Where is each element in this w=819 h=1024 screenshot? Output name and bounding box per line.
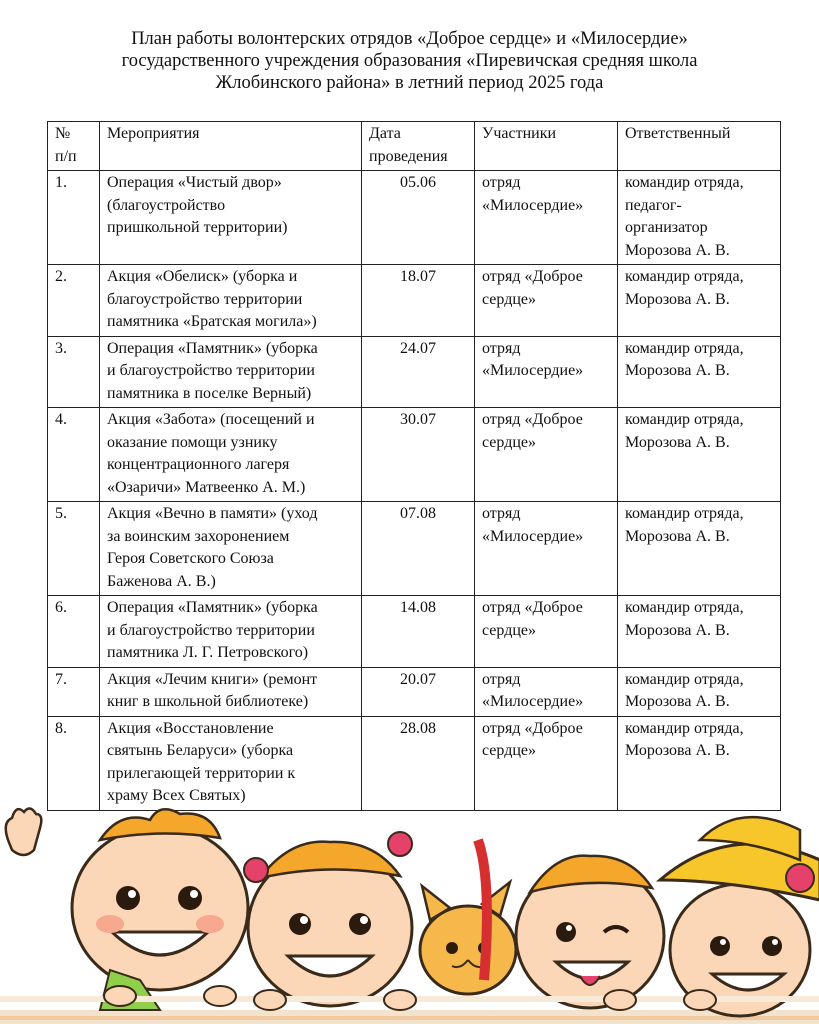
cell-event-line: пришкольной территории) bbox=[107, 219, 288, 236]
cell-event-line: (благоустройство bbox=[107, 196, 226, 214]
children-illustration bbox=[0, 800, 819, 1024]
cell-event-line: и благоустройство территории bbox=[107, 362, 315, 379]
cell-event-line: благоустройство территории bbox=[107, 290, 303, 308]
cell-num: 6. bbox=[48, 596, 100, 668]
cell-date: 18.07 bbox=[362, 265, 475, 337]
cell-event-line: Операция «Памятник» (уборка bbox=[107, 339, 318, 357]
header-num-line: п/п bbox=[55, 147, 77, 165]
cell-event-line: святынь Беларуси» (уборка bbox=[107, 742, 294, 759]
cell-event bbox=[100, 716, 362, 810]
cell-participants bbox=[475, 408, 618, 502]
cell-participants-line: отряд bbox=[482, 339, 521, 357]
cell-event-line: Акция «Обелиск» (уборка и bbox=[107, 268, 298, 285]
header-participants: Участники bbox=[475, 122, 618, 171]
cell-participants bbox=[475, 171, 618, 265]
cell-event-line: за воинским захоронением bbox=[107, 527, 290, 545]
cell-num: 8. bbox=[48, 716, 100, 810]
cell-date: 05.06 bbox=[362, 171, 475, 265]
table-header-row bbox=[48, 122, 781, 171]
cell-responsible-line: Морозова А. В. bbox=[625, 527, 730, 545]
cell-event-line: Акция «Забота» (посещений и bbox=[107, 411, 315, 428]
table-row bbox=[48, 716, 781, 810]
cell-date: 28.08 bbox=[362, 716, 475, 810]
cell-event-line: и благоустройство территории bbox=[107, 621, 315, 639]
cell-num: 4. bbox=[48, 408, 100, 502]
cell-event-line: Героя Советского Союза bbox=[107, 550, 274, 567]
table-row bbox=[48, 667, 781, 716]
cell-event bbox=[100, 171, 362, 265]
cell-responsible-line: Морозова А. В. bbox=[625, 362, 730, 379]
cell-responsible-line: командир отряда, bbox=[625, 719, 744, 737]
header-num bbox=[48, 122, 100, 171]
cell-participants bbox=[475, 336, 618, 408]
cell-event-line: прилегающей территории к bbox=[107, 764, 296, 782]
cell-event-line: памятника в поселке Верный) bbox=[107, 384, 312, 402]
cell-date: 24.07 bbox=[362, 336, 475, 408]
cell-responsible bbox=[618, 716, 781, 810]
cell-event-line: Акция «Вечно в памяти» (уход bbox=[107, 505, 318, 522]
header-responsible: Ответственный bbox=[618, 122, 781, 171]
cell-participants bbox=[475, 667, 618, 716]
cell-participants bbox=[475, 265, 618, 337]
cell-event-line: Акция «Лечим книги» (ремонт bbox=[107, 670, 318, 688]
cell-participants-line: сердце» bbox=[482, 742, 536, 759]
cell-num: 7. bbox=[48, 667, 100, 716]
document-title bbox=[60, 28, 759, 94]
cell-num: 1. bbox=[48, 171, 100, 265]
cell-participants-line: «Милосердие» bbox=[482, 693, 584, 710]
child-boy-face-icon bbox=[72, 809, 248, 1010]
cell-event-line: Акция «Восстановление bbox=[107, 719, 274, 737]
table-row bbox=[48, 502, 781, 596]
cell-participants bbox=[475, 596, 618, 668]
cell-event-line: концентрационного лагеря bbox=[107, 456, 290, 473]
cell-participants-line: сердце» bbox=[482, 621, 536, 639]
cell-participants-line: отряд «Доброе bbox=[482, 719, 583, 737]
table-row bbox=[48, 596, 781, 668]
cell-participants-line: сердце» bbox=[482, 433, 536, 451]
cell-responsible-line: педагог- bbox=[625, 196, 682, 214]
cell-participants-line: отряд bbox=[482, 670, 521, 688]
cell-event bbox=[100, 502, 362, 596]
plan-table bbox=[47, 121, 781, 811]
cell-participants-line: отряд bbox=[482, 174, 521, 191]
cell-participants-line: «Милосердие» bbox=[482, 362, 584, 379]
cell-responsible bbox=[618, 596, 781, 668]
table-row bbox=[48, 336, 781, 408]
cell-event bbox=[100, 596, 362, 668]
cell-event bbox=[100, 265, 362, 337]
cell-responsible-line: Морозова А. В. bbox=[625, 433, 730, 451]
cell-num: 5. bbox=[48, 502, 100, 596]
cell-event bbox=[100, 336, 362, 408]
cell-responsible bbox=[618, 408, 781, 502]
cell-responsible bbox=[618, 667, 781, 716]
cell-num: 3. bbox=[48, 336, 100, 408]
header-date bbox=[362, 122, 475, 171]
table-row bbox=[48, 265, 781, 337]
cell-responsible-line: командир отряда, bbox=[625, 411, 744, 428]
cell-event-line: Баженова А. В.) bbox=[107, 572, 216, 590]
cell-participants-line: сердце» bbox=[482, 290, 536, 308]
cell-event bbox=[100, 667, 362, 716]
cell-participants bbox=[475, 716, 618, 810]
cell-responsible-line: командир отряда, bbox=[625, 268, 744, 285]
cell-event bbox=[100, 408, 362, 502]
cell-event-line: оказание помощи узнику bbox=[107, 433, 278, 451]
cell-event-line: памятника Л. Г. Петровского) bbox=[107, 644, 309, 661]
table-row bbox=[48, 171, 781, 265]
cell-responsible-line: командир отряда, bbox=[625, 505, 744, 522]
cell-responsible-line: Морозова А. В. bbox=[625, 621, 730, 639]
cell-date: 07.08 bbox=[362, 502, 475, 596]
child-winking-face-icon bbox=[516, 856, 664, 1008]
header-event: Мероприятия bbox=[100, 122, 362, 171]
cell-responsible-line: организатор bbox=[625, 219, 708, 236]
title-line: План работы волонтерских отрядов «Доброе сердце» и «Милосердие» bbox=[131, 29, 688, 49]
cell-responsible bbox=[618, 265, 781, 337]
cell-event-line: Операция «Памятник» (уборка bbox=[107, 599, 318, 616]
cell-responsible-line: Морозова А. В. bbox=[625, 742, 730, 759]
cell-participants-line: отряд «Доброе bbox=[482, 411, 583, 428]
cell-participants-line: отряд «Доброе bbox=[482, 268, 583, 285]
cell-responsible-line: командир отряда, bbox=[625, 599, 744, 616]
cell-date: 30.07 bbox=[362, 408, 475, 502]
child-with-hat-face-icon bbox=[660, 817, 819, 1016]
cell-participants-line: «Милосердие» bbox=[482, 527, 584, 545]
cell-event-line: памятника «Братская могила») bbox=[107, 313, 317, 330]
cell-event-line: храму Всех Святых) bbox=[107, 787, 246, 804]
header-date-line: Дата bbox=[369, 125, 401, 142]
cell-participants-line: отряд bbox=[482, 505, 521, 522]
cell-responsible-line: Морозова А. В. bbox=[625, 290, 730, 308]
header-num-line: № bbox=[55, 125, 71, 142]
table-body bbox=[48, 171, 781, 811]
title-line: Жлобинского района» в летний период 2025 года bbox=[215, 73, 604, 93]
cell-date: 20.07 bbox=[362, 667, 475, 716]
cell-num: 2. bbox=[48, 265, 100, 337]
cell-event-line: Операция «Чистый двор» bbox=[107, 174, 282, 191]
header-date-line: проведения bbox=[369, 147, 448, 165]
cell-event-line: «Озаричи» Матвеенко А. М.) bbox=[107, 478, 306, 496]
cell-responsible bbox=[618, 171, 781, 265]
cell-responsible-line: командир отряда, bbox=[625, 670, 744, 688]
bottom-stripe bbox=[0, 1010, 819, 1024]
cell-participants-line: «Милосердие» bbox=[482, 196, 584, 214]
cell-date: 14.08 bbox=[362, 596, 475, 668]
child-girl-face-icon bbox=[244, 832, 412, 1006]
title-line: государственного учреждения образования «Пиревичская средняя школа bbox=[121, 51, 698, 71]
cell-participants-line: отряд «Доброе bbox=[482, 599, 583, 616]
cell-responsible-line: Морозова А. В. bbox=[625, 693, 730, 710]
cell-participants bbox=[475, 502, 618, 596]
cat-face-icon bbox=[420, 840, 516, 994]
cell-responsible-line: командир отряда, bbox=[625, 174, 744, 191]
hands-on-ledge bbox=[0, 986, 819, 1010]
cell-responsible bbox=[618, 502, 781, 596]
cell-responsible-line: командир отряда, bbox=[625, 339, 744, 357]
waving-hand-icon bbox=[6, 808, 42, 855]
cell-event-line: книг в школьной библиотеке) bbox=[107, 693, 309, 710]
cell-responsible-line: Морозова А. В. bbox=[625, 241, 730, 259]
cell-responsible bbox=[618, 336, 781, 408]
table-row bbox=[48, 408, 781, 502]
